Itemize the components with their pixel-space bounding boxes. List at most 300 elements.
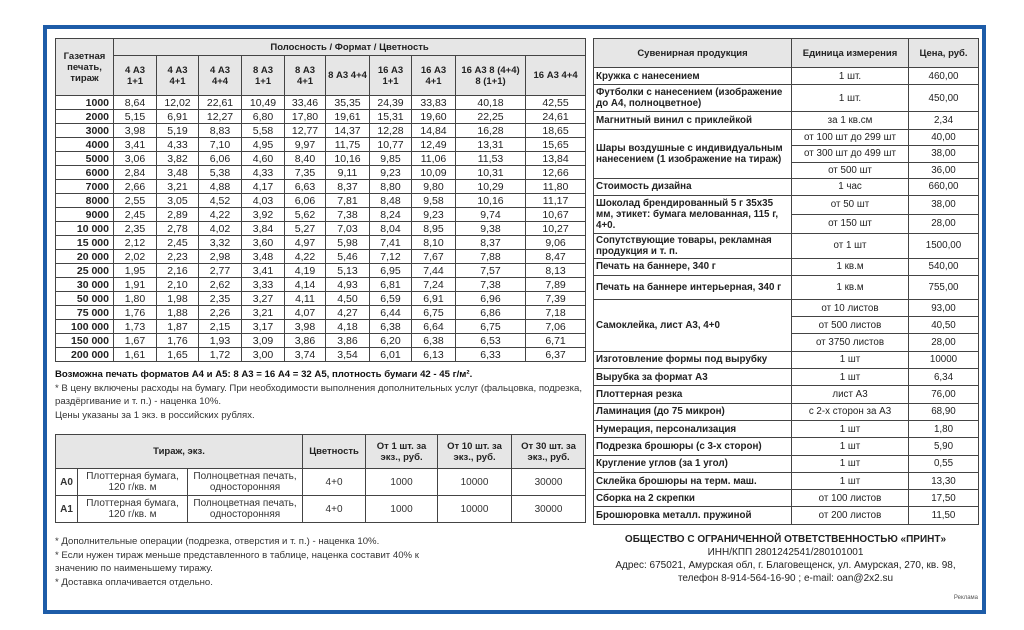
header-row	[56, 56, 586, 96]
price-cell: 4,07	[285, 306, 326, 320]
price-cell: 8,64	[114, 96, 157, 110]
header-cell: Цветность	[303, 435, 366, 469]
ad-label: Реклама	[953, 594, 978, 601]
unit-cell: 1 шт	[792, 472, 909, 489]
price-cell: 6,06	[199, 152, 242, 166]
price-cell: 4,50	[326, 292, 370, 306]
price-cell: 9,97	[285, 138, 326, 152]
qty-cell: 3000	[56, 124, 114, 138]
price-cell: 2,16	[157, 264, 199, 278]
unit-cell: от 150 шт	[792, 214, 909, 233]
unit-cell: от 200 листов	[792, 507, 909, 524]
price-cell: 3,27	[242, 292, 285, 306]
price-cell: 10,27	[526, 222, 586, 236]
qty-cell: 1000	[56, 96, 114, 110]
price-cell: 2,55	[114, 194, 157, 208]
price-cell: 6,64	[412, 320, 456, 334]
price-cell: 12,49	[412, 138, 456, 152]
price-cell: 5,90	[909, 438, 979, 455]
note-delivery: * Доставка оплачивается отдельно.	[55, 576, 213, 588]
price-cell: 12,27	[199, 110, 242, 124]
unit-cell: 1 шт.	[792, 85, 909, 112]
product-name: Магнитный винил с приклейкой	[594, 112, 792, 130]
format-cell: А1	[56, 496, 78, 523]
p1-cell: 1000	[366, 496, 438, 523]
price-cell: 1,65	[157, 348, 199, 362]
price-cell: 12,02	[157, 96, 199, 110]
price-cell: 8,13	[526, 264, 586, 278]
product-name: Плоттерная резка	[594, 386, 792, 403]
price-cell: 6,96	[456, 292, 526, 306]
price-cell: 1,80	[909, 420, 979, 437]
qty-cell: 8000	[56, 194, 114, 208]
price-cell: 3,84	[242, 222, 285, 236]
table-row	[56, 236, 586, 250]
qty-cell: 100 000	[56, 320, 114, 334]
product-name: Футболки с нанесением (изображение до А4, полноцветное)	[594, 85, 792, 112]
price-cell: 40,50	[909, 317, 979, 334]
price-cell: 660,00	[909, 178, 979, 195]
price-cell: 7,44	[412, 264, 456, 278]
product-name: Подрезка брошюры (с 3-х сторон)	[594, 438, 792, 455]
unit-cell: 1 шт	[792, 351, 909, 368]
price-cell: 11,80	[526, 180, 586, 194]
price-cell: 38,00	[909, 195, 979, 214]
header-cell: Тираж, экз.	[56, 435, 303, 469]
unit-cell: 1 шт.	[792, 68, 909, 85]
qty-cell: 2000	[56, 110, 114, 124]
price-cell: 8,24	[370, 208, 412, 222]
column-header: 8 А3 4+1	[285, 56, 326, 96]
price-cell: 3,54	[326, 348, 370, 362]
color-cell: 4+0	[303, 469, 366, 496]
qty-cell: 150 000	[56, 334, 114, 348]
header-cell: От 1 шт. за экз., руб.	[366, 435, 438, 469]
price-cell: 8,47	[526, 250, 586, 264]
price-cell: 5,15	[114, 110, 157, 124]
price-cell: 36,00	[909, 162, 979, 178]
column-header: 8 А3 1+1	[242, 56, 285, 96]
price-cell: 13,84	[526, 152, 586, 166]
unit-cell: от 100 листов	[792, 490, 909, 507]
table-row	[594, 386, 979, 403]
price-cell: 7,89	[526, 278, 586, 292]
qty-cell: 6000	[56, 166, 114, 180]
price-cell: 3,06	[114, 152, 157, 166]
unit-cell: от 500 шт	[792, 162, 909, 178]
table-row	[594, 507, 979, 524]
price-cell: 3,32	[199, 236, 242, 250]
right-column	[593, 38, 978, 601]
price-cell: 9,23	[412, 208, 456, 222]
table-row	[56, 306, 586, 320]
table-row	[56, 208, 586, 222]
qty-cell: 25 000	[56, 264, 114, 278]
price-cell: 76,00	[909, 386, 979, 403]
price-cell: 2,62	[199, 278, 242, 292]
price-cell: 5,38	[199, 166, 242, 180]
price-cell: 7,06	[526, 320, 586, 334]
header-row	[56, 435, 586, 469]
price-cell: 11,17	[526, 194, 586, 208]
price-cell: 6,13	[412, 348, 456, 362]
price-cell: 24,61	[526, 110, 586, 124]
unit-cell: 1 шт	[792, 455, 909, 472]
p30-cell: 30000	[512, 496, 586, 523]
price-cell: 6,53	[456, 334, 526, 348]
product-name: Стоимость дизайна	[594, 178, 792, 195]
price-cell: 4,22	[285, 250, 326, 264]
price-cell: 17,80	[285, 110, 326, 124]
price-cell: 2,12	[114, 236, 157, 250]
unit-cell: от 10 листов	[792, 299, 909, 316]
price-cell: 3,74	[285, 348, 326, 362]
price-cell: 4,22	[199, 208, 242, 222]
price-cell: 1,76	[114, 306, 157, 320]
price-cell: 11,06	[412, 152, 456, 166]
note-small-run: * Если нужен тираж меньше представленного в таблице, наценка составит 40% к значению по наименьшему тиражу.	[55, 549, 419, 574]
price-cell: 3,41	[242, 264, 285, 278]
price-cell: 2,78	[157, 222, 199, 236]
price-cell: 7,57	[456, 264, 526, 278]
unit-cell: 1 шт	[792, 438, 909, 455]
left-column	[55, 38, 585, 589]
price-cell: 2,77	[199, 264, 242, 278]
price-cell: 460,00	[909, 68, 979, 85]
table-row	[594, 299, 979, 316]
price-cell: 2,34	[909, 112, 979, 130]
p30-cell: 30000	[512, 469, 586, 496]
price-cell: 17,50	[909, 490, 979, 507]
company-name: ОБЩЕСТВО С ОГРАНИЧЕННОЙ ОТВЕТСТВЕННОСТЬЮ «ПРИНТ»	[624, 533, 947, 545]
table-row	[56, 110, 586, 124]
price-cell: 5,19	[157, 124, 199, 138]
product-name: Склейка брошюры на терм. маш.	[594, 472, 792, 489]
price-cell: 9,38	[456, 222, 526, 236]
p1-cell: 1000	[366, 469, 438, 496]
product-name: Кругление углов (за 1 угол)	[594, 455, 792, 472]
product-name: Изготовление формы под вырубку	[594, 351, 792, 368]
table-row	[594, 472, 979, 489]
price-cell: 7,67	[412, 250, 456, 264]
price-cell: 3,98	[285, 320, 326, 334]
price-cell: 7,24	[412, 278, 456, 292]
price-cell: 6,01	[370, 348, 412, 362]
table-row	[594, 403, 979, 420]
price-cell: 22,25	[456, 110, 526, 124]
table-row	[594, 490, 979, 507]
header-row	[594, 39, 979, 68]
price-cell: 7,38	[326, 208, 370, 222]
price-cell: 8,95	[412, 222, 456, 236]
price-cell: 9,74	[456, 208, 526, 222]
price-cell: 6,63	[285, 180, 326, 194]
price-cell: 4,03	[242, 194, 285, 208]
price-cell: 9,80	[412, 180, 456, 194]
price-cell: 9,23	[370, 166, 412, 180]
group-header: Полосность / Формат / Цветность	[114, 39, 586, 56]
qty-cell: 20 000	[56, 250, 114, 264]
company-info	[593, 533, 978, 585]
column-header: 16 А3 1+1	[370, 56, 412, 96]
product-name: Нумерация, персонализация	[594, 420, 792, 437]
price-cell: 19,60	[412, 110, 456, 124]
product-name: Сборка на 2 скрепки	[594, 490, 792, 507]
price-cell: 5,98	[326, 236, 370, 250]
price-cell: 6,37	[526, 348, 586, 362]
price-cell: 2,45	[157, 236, 199, 250]
price-cell: 9,85	[370, 152, 412, 166]
price-cell: 4,17	[242, 180, 285, 194]
header-cell: Единица измерения	[792, 39, 909, 68]
price-cell: 6,80	[242, 110, 285, 124]
unit-cell: от 300 шт до 499 шт	[792, 146, 909, 162]
price-cell: 7,35	[285, 166, 326, 180]
unit-cell: 1 шт	[792, 420, 909, 437]
column-header: 16 А3 4+1	[412, 56, 456, 96]
unit-cell: лист А3	[792, 386, 909, 403]
price-cell: 4,33	[157, 138, 199, 152]
price-cell: 6,75	[456, 320, 526, 334]
price-cell: 42,55	[526, 96, 586, 110]
notes-bottom	[55, 535, 455, 589]
column-header: 4 А3 4+4	[199, 56, 242, 96]
product-name: Сопутствующие товары, рекламная продукция и т. п.	[594, 233, 792, 258]
product-name: Вырубка за формат А3	[594, 369, 792, 386]
price-cell: 540,00	[909, 258, 979, 275]
print-cell: Полноцветная печать, односторонняя	[188, 469, 303, 496]
color-cell: 4+0	[303, 496, 366, 523]
header-row	[56, 39, 586, 56]
price-cell: 28,00	[909, 214, 979, 233]
price-cell: 3,09	[242, 334, 285, 348]
price-cell: 9,58	[412, 194, 456, 208]
price-cell: 6,44	[370, 306, 412, 320]
price-cell: 10,16	[326, 152, 370, 166]
header-cell: От 30 шт. за экз., руб.	[512, 435, 586, 469]
price-cell: 6,20	[370, 334, 412, 348]
table-row	[56, 152, 586, 166]
company-inn: ИНН/КПП 2801242541/280101001	[707, 546, 864, 558]
price-cell: 755,00	[909, 275, 979, 299]
price-cell: 6,59	[370, 292, 412, 306]
price-cell: 11,53	[456, 152, 526, 166]
table-row	[594, 68, 979, 85]
price-cell: 4,19	[285, 264, 326, 278]
price-cell: 7,81	[326, 194, 370, 208]
product-name: Печать на баннере интерьерная, 340 г	[594, 275, 792, 299]
price-cell: 10,29	[456, 180, 526, 194]
note-extra-ops: * Дополнительные операции (подрезка, отверстия и т. п.) - наценка 10%.	[55, 536, 380, 547]
price-cell: 1500,00	[909, 233, 979, 258]
qty-cell: 5000	[56, 152, 114, 166]
price-cell: 1,61	[114, 348, 157, 362]
table-row	[594, 112, 979, 130]
qty-cell: 200 000	[56, 348, 114, 362]
price-cell: 5,27	[285, 222, 326, 236]
unit-cell: за 1 кв.см	[792, 112, 909, 130]
column-header: 16 А3 8 (4+4) 8 (1+1)	[456, 56, 526, 96]
price-cell: 3,48	[242, 250, 285, 264]
price-cell: 4,97	[285, 236, 326, 250]
table-row	[56, 496, 586, 523]
unit-cell: от 1 шт	[792, 233, 909, 258]
price-cell: 11,50	[909, 507, 979, 524]
price-cell: 5,62	[285, 208, 326, 222]
product-name: Самоклейка, лист А3, 4+0	[594, 299, 792, 351]
table-row	[56, 124, 586, 138]
price-cell: 7,10	[199, 138, 242, 152]
price-cell: 3,21	[157, 180, 199, 194]
price-cell: 6,71	[526, 334, 586, 348]
table-row	[56, 222, 586, 236]
price-cell: 3,33	[242, 278, 285, 292]
price-cell: 3,82	[157, 152, 199, 166]
product-name: Шоколад брендированный 5 г 35x35 мм, этикет: бумага мелованная, 115 г, 4+0.	[594, 195, 792, 233]
price-cell: 10,09	[412, 166, 456, 180]
price-cell: 6,38	[412, 334, 456, 348]
format-cell: А0	[56, 469, 78, 496]
price-cell: 4,95	[242, 138, 285, 152]
price-cell: 15,31	[370, 110, 412, 124]
price-cell: 13,31	[456, 138, 526, 152]
price-cell: 2,35	[114, 222, 157, 236]
unit-cell: с 2-х сторон за А3	[792, 403, 909, 420]
table-row	[56, 180, 586, 194]
price-cell: 35,35	[326, 96, 370, 110]
price-cell: 8,37	[326, 180, 370, 194]
price-cell: 8,83	[199, 124, 242, 138]
header-cell: Цена, руб.	[909, 39, 979, 68]
table-row	[594, 178, 979, 195]
table-row	[594, 438, 979, 455]
table-row	[594, 275, 979, 299]
company-contacts: телефон 8-914-564-16-90 ; e-mail: oan@2x2.su	[677, 572, 894, 584]
price-cell: 7,41	[370, 236, 412, 250]
price-cell: 12,77	[285, 124, 326, 138]
price-cell: 1,98	[157, 292, 199, 306]
price-cell: 13,30	[909, 472, 979, 489]
unit-cell: 1 шт	[792, 369, 909, 386]
table-row	[594, 455, 979, 472]
plotter-price-table	[55, 434, 586, 523]
price-cell: 450,00	[909, 85, 979, 112]
table-row	[594, 130, 979, 146]
table-row	[594, 85, 979, 112]
price-cell: 68,90	[909, 403, 979, 420]
price-cell: 7,12	[370, 250, 412, 264]
table-row	[594, 195, 979, 214]
price-cell: 2,02	[114, 250, 157, 264]
price-cell: 4,93	[326, 278, 370, 292]
qty-cell: 15 000	[56, 236, 114, 250]
paper-cell: Плоттерная бумага, 120 г/кв. м	[78, 496, 188, 523]
price-cell: 10000	[909, 351, 979, 368]
qty-cell: 7000	[56, 180, 114, 194]
table-row	[56, 469, 586, 496]
price-cell: 2,45	[114, 208, 157, 222]
table-row	[594, 369, 979, 386]
price-cell: 19,61	[326, 110, 370, 124]
column-header: 4 А3 4+1	[157, 56, 199, 96]
column-header: 8 А3 4+4	[326, 56, 370, 96]
price-cell: 4,33	[242, 166, 285, 180]
price-cell: 1,73	[114, 320, 157, 334]
header-cell: От 10 шт. за экз., руб.	[438, 435, 512, 469]
table-row	[56, 166, 586, 180]
price-cell: 3,86	[285, 334, 326, 348]
column-header: 4 А3 1+1	[114, 56, 157, 96]
price-cell: 8,40	[285, 152, 326, 166]
price-cell: 18,65	[526, 124, 586, 138]
price-cell: 4,14	[285, 278, 326, 292]
price-cell: 12,28	[370, 124, 412, 138]
price-cell: 12,66	[526, 166, 586, 180]
price-cell: 7,18	[526, 306, 586, 320]
price-cell: 14,37	[326, 124, 370, 138]
unit-cell: от 50 шт	[792, 195, 909, 214]
price-cell: 6,33	[456, 348, 526, 362]
price-cell: 3,00	[242, 348, 285, 362]
unit-cell: от 3750 листов	[792, 334, 909, 351]
price-cell: 3,48	[157, 166, 199, 180]
price-cell: 4,60	[242, 152, 285, 166]
newspaper-price-table	[55, 38, 586, 362]
price-cell: 93,00	[909, 299, 979, 316]
unit-cell: 1 кв.м	[792, 275, 909, 299]
price-cell: 3,05	[157, 194, 199, 208]
price-cell: 1,87	[157, 320, 199, 334]
price-cell: 7,03	[326, 222, 370, 236]
price-cell: 11,75	[326, 138, 370, 152]
price-cell: 3,98	[114, 124, 157, 138]
table-row	[56, 334, 586, 348]
qty-cell: 75 000	[56, 306, 114, 320]
price-cell: 2,35	[199, 292, 242, 306]
price-cell: 2,26	[199, 306, 242, 320]
table-row	[56, 264, 586, 278]
column-header: 16 А3 4+4	[526, 56, 586, 96]
product-name: Брошюровка металл. пружиной	[594, 507, 792, 524]
price-cell: 1,76	[157, 334, 199, 348]
price-cell: 3,60	[242, 236, 285, 250]
price-cell: 7,88	[456, 250, 526, 264]
price-cell: 9,06	[526, 236, 586, 250]
table-row	[594, 351, 979, 368]
price-cell: 2,84	[114, 166, 157, 180]
price-cell: 6,95	[370, 264, 412, 278]
unit-cell: 1 кв.м	[792, 258, 909, 275]
souvenir-price-table	[593, 38, 979, 525]
table-row	[56, 292, 586, 306]
price-cell: 38,00	[909, 146, 979, 162]
unit-cell: от 500 листов	[792, 317, 909, 334]
price-cell: 10,77	[370, 138, 412, 152]
price-cell: 14,84	[412, 124, 456, 138]
price-cell: 5,13	[326, 264, 370, 278]
company-address: Адрес: 675021, Амурская обл, г. Благовещенск, ул. Амурская, 270, кв. 98,	[615, 559, 956, 571]
price-cell: 1,93	[199, 334, 242, 348]
formats-note: Возможна печать форматов А4 и А5: 8 А3 = 16 А4 = 32 А5, плотность бумаги 42 - 45 г/м².	[55, 369, 473, 380]
price-cell: 6,81	[370, 278, 412, 292]
row-header: Газетная печать, тираж	[56, 39, 114, 96]
header-cell: Сувенирная продукция	[594, 39, 792, 68]
price-cell: 8,04	[370, 222, 412, 236]
price-cell: 5,58	[242, 124, 285, 138]
price-cell: 33,46	[285, 96, 326, 110]
price-cell: 2,89	[157, 208, 199, 222]
table-row	[56, 138, 586, 152]
